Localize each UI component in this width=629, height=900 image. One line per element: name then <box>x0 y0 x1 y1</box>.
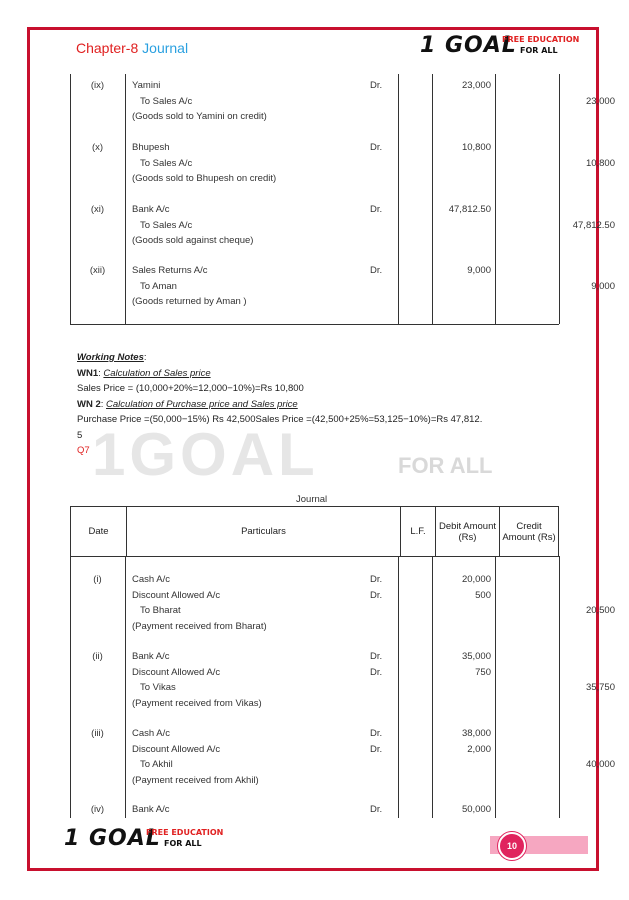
column-rule <box>495 74 496 324</box>
credit-amount: 9,000 <box>591 280 615 292</box>
dr-label: Dr. <box>370 743 383 755</box>
debit-amount: 47,812.50 <box>448 204 491 215</box>
credit-amount: 20,500 <box>585 605 615 616</box>
dr-label: Dr. <box>370 804 383 815</box>
column-rule <box>398 556 399 818</box>
column-rule <box>125 74 126 324</box>
credit-amount: 35,750 <box>585 682 615 693</box>
entry-number: (iii) <box>91 728 104 739</box>
particulars-text: Cash A/c <box>132 574 171 585</box>
entry-number: (xi) <box>90 204 105 215</box>
column-rule <box>432 74 433 324</box>
column-rule <box>70 556 71 818</box>
entry-number: (xii) <box>89 265 106 276</box>
column-rule <box>125 556 126 818</box>
dr-label: Dr. <box>370 728 383 739</box>
debit-amount: 750 <box>475 666 491 678</box>
particulars-text: (Goods returned by Aman ) <box>132 296 247 307</box>
particulars-text: Bhupesh <box>132 142 170 153</box>
debit-amount: 500 <box>475 589 491 601</box>
header-logo: 1 GOAL FREE EDUCATION FOR ALL <box>420 33 580 58</box>
particulars-text: Bank A/c <box>132 204 170 215</box>
particulars-text: (Goods sold against cheque) <box>132 235 254 246</box>
debit-amount: 38,000 <box>461 728 491 739</box>
particulars-text: Cash A/c <box>132 728 171 739</box>
particulars-text: To Sales A/c <box>140 219 193 231</box>
credit-amount: 47,812.50 <box>572 219 615 231</box>
journal-header: Date Particulars L.F. Debit Amount (Rs) Credit Amount (Rs) <box>70 506 559 557</box>
credit-amount: 40,000 <box>585 759 615 770</box>
particulars-text: To Sales A/c <box>140 95 193 107</box>
working-notes: Working Notes: WN1: Calculation of Sales price Sales Price = (10,000+20%=12,000−10%)=Rs 10,800 WN 2: Calculation of Purchase price and Sales price Purchase Price =(50,000−15%) Rs 42,500Sales Price =(42,500+25%=53,125−10%)=Rs 47,812. 5 Q7 <box>77 350 482 459</box>
dr-label: Dr. <box>370 204 383 215</box>
debit-amount: 35,000 <box>461 651 491 662</box>
debit-amount: 9,000 <box>467 265 491 276</box>
particulars-text: To Aman <box>140 280 177 292</box>
credit-amount: 10,800 <box>585 157 615 169</box>
particulars-text: (Payment received from Bharat) <box>132 620 267 632</box>
journal-caption: Journal <box>296 494 328 505</box>
credit-amount: 23,000 <box>585 95 615 107</box>
dr-label: Dr. <box>370 574 383 585</box>
particulars-text: (Goods sold to Yamini on credit) <box>132 111 267 122</box>
page-number: 10 <box>498 832 526 860</box>
journal-table <box>70 556 615 818</box>
debit-amount: 23,000 <box>461 80 491 91</box>
entry-number: (iv) <box>90 804 105 815</box>
entry-number: (x) <box>91 142 104 153</box>
dr-label: Dr. <box>370 589 383 601</box>
journal-table-continued <box>70 74 615 325</box>
entry-number: (ii) <box>92 651 103 662</box>
question-number: Q7 <box>77 445 90 456</box>
particulars-text: Yamini <box>132 80 161 91</box>
footer-logo: 1 GOAL FREE EDUCATION FOR ALL <box>64 826 224 851</box>
debit-amount: 50,000 <box>461 804 491 815</box>
chapter-title: Chapter-8 Journal <box>76 40 189 56</box>
debit-amount: 10,800 <box>461 142 491 153</box>
particulars-text: (Goods sold to Bhupesh on credit) <box>132 173 277 184</box>
particulars-text: Discount Allowed A/c <box>132 743 221 755</box>
particulars-text: Discount Allowed A/c <box>132 589 221 601</box>
particulars-text: To Sales A/c <box>140 157 193 169</box>
entry-number: (i) <box>93 574 102 585</box>
dr-label: Dr. <box>370 651 383 662</box>
particulars-text: Discount Allowed A/c <box>132 666 221 678</box>
particulars-text: To Vikas <box>140 682 176 693</box>
dr-label: Dr. <box>370 142 383 153</box>
particulars-text: Bank A/c <box>132 804 170 815</box>
dr-label: Dr. <box>370 265 383 276</box>
debit-amount: 2,000 <box>467 743 491 755</box>
watermark-tag: FOR ALL <box>398 453 493 478</box>
particulars-text: Sales Returns A/c <box>132 265 208 276</box>
particulars-text: To Akhil <box>140 759 173 770</box>
dr-label: Dr. <box>370 666 383 678</box>
dr-label: Dr. <box>370 80 383 91</box>
particulars-text: To Bharat <box>140 605 181 616</box>
watermark: 1GOAL <box>92 421 319 488</box>
particulars-text: (Payment received from Vikas) <box>132 697 262 709</box>
particulars-text: (Payment received from Akhil) <box>132 774 259 786</box>
debit-amount: 20,000 <box>461 574 491 585</box>
column-rule <box>398 74 399 324</box>
column-rule <box>70 74 71 324</box>
column-rule <box>495 556 496 818</box>
particulars-text: Bank A/c <box>132 651 170 662</box>
entry-number: (ix) <box>90 80 105 91</box>
